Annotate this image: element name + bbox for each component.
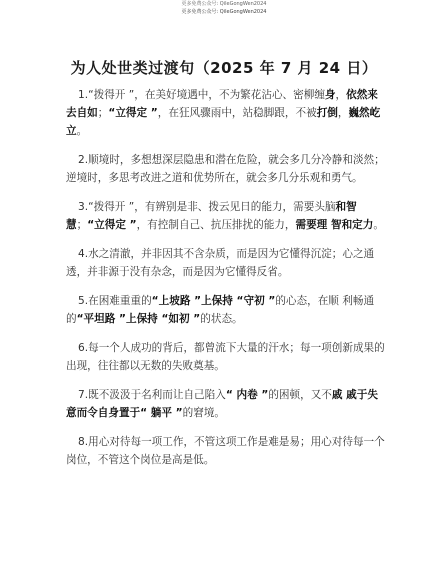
paragraph-7 [66, 386, 386, 422]
text-run: 。 [373, 219, 384, 231]
paragraph-number: 5. [78, 295, 89, 307]
header-line-2: 更多免费公众号: QileGongWen2024 [181, 9, 267, 15]
bold-run: “立得定 ” [87, 219, 137, 231]
text-run: “拨得开 ”，有辨别是非、拨云见日的能力，需要头脑 [88, 201, 336, 213]
paragraph-2 [66, 151, 386, 187]
bold-run: “ 内卷 ” [225, 389, 269, 401]
text-run: 的窘境。 [182, 407, 226, 419]
paragraph-1 [66, 86, 386, 140]
paragraph-number: 7. [78, 389, 89, 401]
paragraph-number: 8. [78, 436, 89, 448]
text-run: 。 [76, 125, 88, 137]
bold-run: 身 [324, 89, 336, 101]
text-run: ，有控制自己、抗压排扰的能力， [136, 219, 296, 231]
paragraph-number: 4. [78, 248, 89, 260]
paragraph-6 [66, 339, 386, 375]
text-run: 用心对待每一项工作，不管这项工作是难是易；用心对待每一个岗位，不管这个岗位是高是低。 [66, 436, 385, 466]
paragraph-8 [66, 433, 386, 469]
header-line-1: 更多免费公众号: QileGongWen2024 [181, 1, 267, 7]
bold-run: 巍然屹立 [66, 107, 381, 137]
document-body [66, 86, 386, 480]
text-run: ， [335, 89, 347, 101]
paragraph-3 [66, 198, 386, 234]
bold-run: “立得定 ” [108, 107, 158, 119]
bold-run: 和智慧 [66, 201, 357, 231]
text-run: ； [97, 107, 109, 119]
paragraph-number: 6. [78, 342, 89, 354]
bold-run: 需要理 智和定力 [295, 219, 374, 231]
header-watermark [0, 0, 448, 16]
bold-run: “平坦路 ”上保持 “如初 ” [76, 313, 201, 325]
bold-run: “ 躺平 ” [140, 407, 183, 419]
text-run: 每一个人成功的背后，都曾流下大量的汗水；每一项创新成果的出现，往往都以无数的失败奠基。 [66, 342, 385, 372]
paragraph-number: 1. [78, 89, 89, 101]
paragraph-number: 3. [78, 201, 89, 213]
text-run: 水之清澈，并非因其不含杂质，而是因为它懂得沉淀；心之通透，并非源于没有杂念，而是因为它懂得反省。 [66, 248, 375, 278]
text-run: 的心态，在顺 利畅通的 [66, 295, 375, 325]
text-run: ， [337, 107, 349, 119]
text-run: 既不汲汲于名利而让自己陷入 [88, 389, 226, 401]
text-run: 的状态。 [200, 313, 243, 325]
bold-run: 依然来去自如 [66, 89, 378, 119]
text-run: ； [76, 219, 88, 231]
text-run: ，在狂风骤雨中，站稳脚跟，不被 [157, 107, 317, 119]
paragraph-5 [66, 292, 386, 328]
bold-run: “上坡路 ”上保持 “守初 ” [151, 295, 276, 307]
text-run: 顺境时，多想想深层隐患和潜在危险，就会多几分冷静和淡然；逆境时，多思考改进之道和优势所在，就会多几分乐观和勇气。 [66, 154, 385, 184]
bold-run: 戚 戚于失意而令自身置于 [66, 389, 378, 419]
text-run: 在困难重重的 [88, 295, 152, 307]
text-run: 的困顿，又不 [268, 389, 332, 401]
paragraph-number: 2. [78, 154, 89, 166]
page-title: 为人处世类过渡句（2025 年 7 月 24 日） [70, 59, 378, 77]
text-run: “拨得开 ”，在美好境遇中，不为繁花沾心、密柳缠 [88, 89, 325, 101]
bold-run: 打倒 [316, 107, 338, 119]
paragraph-4 [66, 245, 386, 281]
